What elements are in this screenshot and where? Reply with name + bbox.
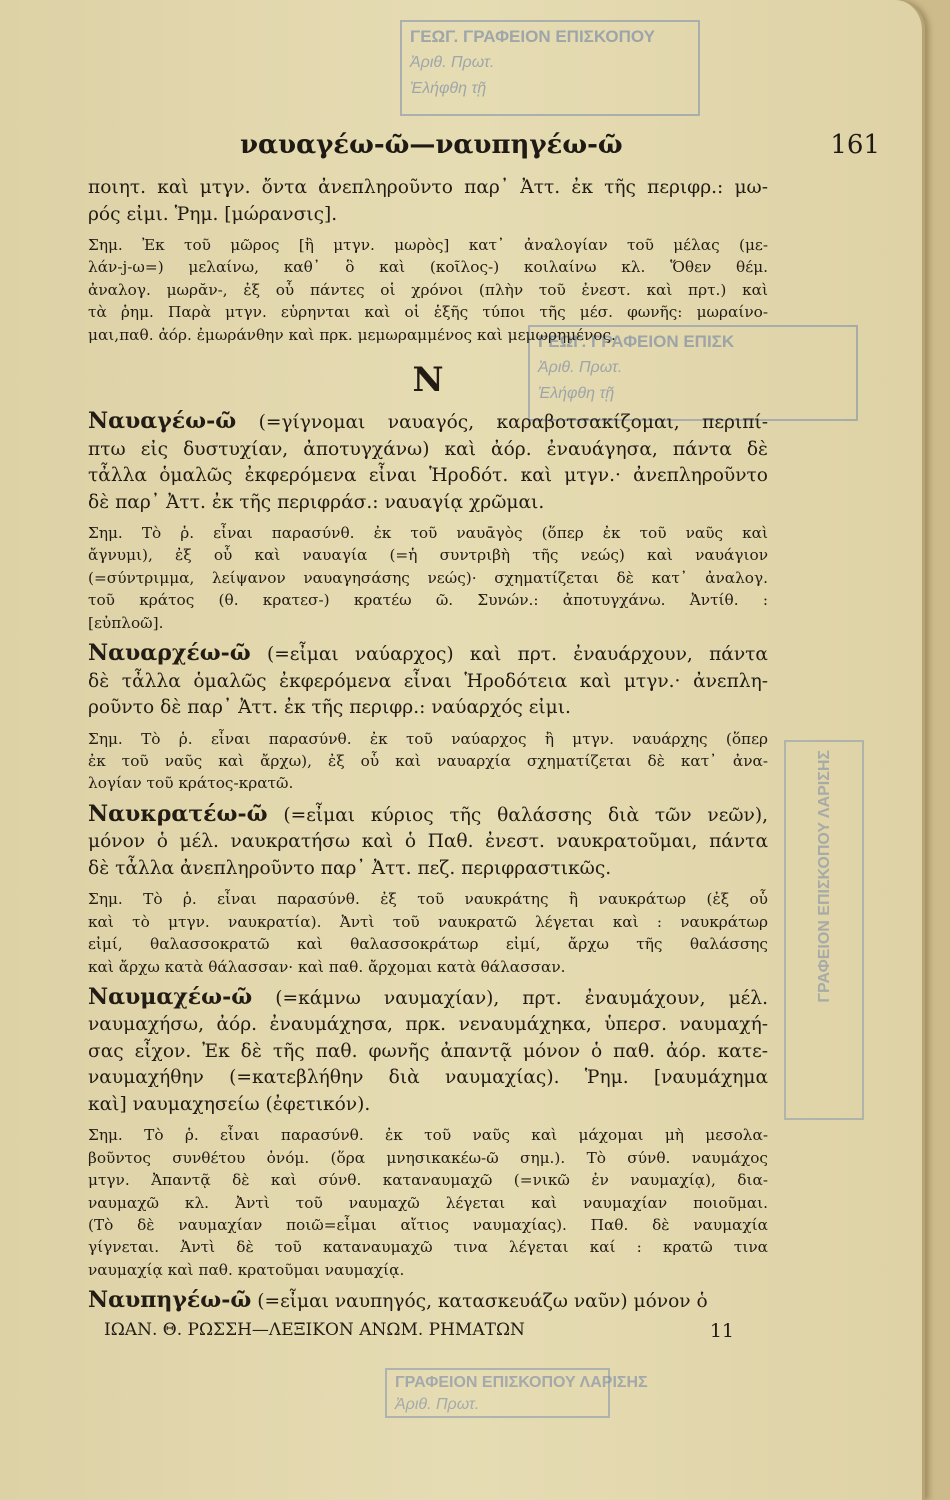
stamp-line: Ἀριθ. Πρωτ. — [410, 54, 495, 71]
section-letter: Ν — [412, 360, 444, 401]
entry-text: καὶ] ναυμαχησείω (ἐφετικόν). — [88, 1093, 371, 1115]
stamp-line: ΓΕΩΓ. ΓΡΑΦΕΙΟΝ ΕΠΙΣΚ — [538, 332, 735, 351]
stamp-line: ΓΡΑΦΕΙΟΝ ΕΠΙΣΚΟΠΟΥ ΛΑΡΙΣΗΣ — [816, 750, 833, 1003]
headword: Ναυμαχέω-ῶ — [88, 983, 253, 1010]
running-head — [100, 130, 880, 164]
entry-note — [88, 888, 768, 978]
dictionary-text — [88, 175, 768, 1316]
headword: Ναυαρχέω-ῶ — [88, 640, 251, 667]
entry-text: μόνον ὁ μέλ. ναυκρατήσω καὶ ὁ Παθ. ἐνεστ. ναυκρατοῦμαι, πάντα — [88, 831, 768, 853]
entry-note — [88, 1124, 768, 1281]
note-line: ναυμαχίᾳ καὶ παθ. κρατοῦμαι ναυμαχίᾳ. — [88, 1260, 405, 1279]
text-line — [88, 437, 768, 464]
note-line: ἐκ τοῦ ναῦς καὶ ἄρχω), ἐξ οὗ καὶ ναυαρχία σχηματίζεται δὲ κατ᾿ ἀνα- — [88, 751, 768, 770]
stamp-line: Ἀριθ. Πρωτ. — [395, 1396, 480, 1413]
stamp-line: ΓΡΑΦΕΙΟΝ ΕΠΙΣΚΟΠΟΥ ΛΑΡΙΣΗΣ — [395, 1374, 648, 1391]
archive-stamp-bottom — [385, 1368, 648, 1418]
entry-note — [88, 728, 768, 795]
note-line: καὶ τὸ μτγν. ναυκρατία). Ἀντὶ τοῦ ναυκρατῶ λέγεται καὶ : ναυκράτωρ — [88, 912, 768, 931]
entry-text: (=κάμνω ναυμαχίαν), πρτ. ἐναυμάχουν, μέλ. — [252, 987, 768, 1009]
note-line: Σημ. Τὸ ῥ. εἶναι παρασύνθ. ἐκ τοῦ ναύαρχος ἢ μτγν. ναυάρχης (ὅπερ — [88, 729, 768, 748]
entry-text: τἆλλα ὁμαλῶς ἐκφερόμενα εἶναι Ἡροδότ. καὶ μτγν.· ἀνεπληροῦντο — [88, 465, 768, 487]
dictionary-entry — [88, 640, 768, 795]
text-line — [88, 490, 768, 517]
entry-text: δὲ τἆλλα ἀνεπληροῦντο παρ᾿ Ἀττ. πεζ. περιφραστικῶς. — [88, 857, 612, 879]
dictionary-entry — [88, 1287, 768, 1316]
stamp-line: Ἀριθ. Πρωτ. — [538, 359, 623, 376]
note-line: [εὐπλοῶ]. — [88, 613, 164, 632]
page-number: 161 — [830, 130, 880, 160]
note-line: (=σύντριμμα, λείψανον ναυαγησάσης νεώς)· σχηματίζεται δὲ κατ᾿ ἀναλογ. — [88, 568, 768, 587]
entry-text: δὲ τἆλλα ὁμαλῶς ἐκφερόμενα εἶναι Ἡροδότεια καὶ μτγν.· ἀνεπλη- — [88, 670, 768, 692]
note-line: γίγνεται. Ἀντὶ δὲ τοῦ καταναυμαχῶ τινα λέγεται καί : κρατῶ τινα — [88, 1238, 768, 1257]
note-line: Σημ. Τὸ ῥ. εἶναι παρασύνθ. ἐξ τοῦ ναυκράτης ἢ ναυκράτωρ (ἐξ οὗ — [88, 890, 768, 909]
text-line — [88, 695, 768, 722]
text-line — [88, 984, 768, 1013]
text-line — [88, 408, 768, 437]
stamp-line: Ἐλήφθη τῇ — [410, 80, 487, 97]
text-line — [88, 640, 768, 669]
archive-stamp-side — [784, 740, 864, 1120]
entries — [88, 408, 768, 1316]
text-line — [88, 801, 768, 830]
note-line: εἰμί, θαλασσοκρατῶ καὶ θαλασσοκράτωρ εἰμί, ἄρχω τῆς θαλάσσης — [88, 935, 768, 954]
intro-paragraph — [88, 175, 768, 228]
stamp-line: Ἐλήφθη τῇ — [538, 385, 615, 402]
entry-text: σας εἶχον. Ἐκ δὲ τῆς παθ. φωνῆς ἀπαντᾷ μόνον ὁ παθ. ἀόρ. κατε- — [88, 1040, 768, 1062]
entry-text: δὲ παρ᾿ Ἀττ. ἐκ τῆς περιφράσ.: ναυαγίᾳ χρῶμαι. — [88, 491, 545, 513]
entry-text: ναυμαχήσω, ἀόρ. ἐναυμάχησα, πρκ. νεναυμάχηκα, ὑπερσ. ναυμαχή- — [88, 1014, 768, 1036]
intro-note — [88, 234, 768, 346]
note-line: μτγν. Ἀπαντᾷ δὲ καὶ σύνθ. καταναυμαχῶ (=νικῶ ἐν ναυμαχίᾳ), δια- — [88, 1171, 768, 1190]
page-footer — [104, 1320, 734, 1348]
text-line: ρός εἰμι. Ῥημ. [μώρανσις]. — [88, 203, 338, 225]
entry-text: ναυμαχήθην (=κατεβλήθην διὰ ναυμαχίας). Ῥημ. [ναυμάχημα — [88, 1067, 768, 1089]
stamp-line: ΓΕΩΓ. ΓΡΑΦΕΙΟΝ ΕΠΙΣΚΟΠΟΥ — [410, 27, 655, 46]
entry-note — [88, 522, 768, 634]
signature-number: 11 — [709, 1320, 734, 1342]
text-line — [88, 1065, 768, 1092]
dictionary-entry — [88, 984, 768, 1281]
text-line — [88, 1287, 768, 1316]
text-line — [88, 463, 768, 490]
headword: Ναυπηγέω-ῶ — [88, 1287, 252, 1314]
entry-text: (=γίγνομαι ναυαγός, καραβοτσακίζομαι, περιπί- — [236, 412, 768, 434]
entry-text: (=εἶμαι ναύαρχος) καὶ πρτ. ἐναυάρχουν, πάντα — [250, 644, 768, 666]
running-head-title: ναυαγέω-ῶ—ναυπηγέω-ῶ — [240, 130, 623, 160]
footer-title: ΙΩΑΝ. Θ. ΡΩΣΣΗ—ΛΕΞΙΚΟΝ ΑΝΩΜ. ΡΗΜΑΤΩΝ — [104, 1320, 525, 1340]
text-line — [88, 856, 768, 883]
note-line: Σημ. Τὸ ῥ. εἶναι παρασύνθ. ἐκ τοῦ ναυᾱγὸς (ὅπερ ἐκ τοῦ ναῦς καὶ — [88, 524, 768, 543]
headword: Ναυαγέω-ῶ — [88, 408, 237, 435]
text-line — [88, 1092, 768, 1119]
note-line: λάν-j-ω=) μελαίνω, καθ᾿ ὃ καὶ (κοῖλος-) κοιλαίνω κλ. Ὅθεν θέμ. — [88, 258, 768, 277]
note-line: (Τὸ δὲ ναυμαχίαν ποιῶ=εἶμαι αἴτιος ναυμαχίας). Παθ. δὲ ναυμαχία — [88, 1216, 768, 1235]
dictionary-entry — [88, 408, 768, 634]
note-line: καὶ ἄρχω κατὰ θάλασσαν· καὶ παθ. ἄρχομαι κατὰ θάλασσαν. — [88, 957, 566, 976]
note-line: ἀναλογ. μωρᾰν-, ἐξ οὗ πάντες οἱ χρόνοι (πλὴν τοῦ ἐνεστ. καὶ πρτ.) καὶ — [88, 280, 768, 299]
note-line: λογίαν τοῦ κράτος-κρατῶ. — [88, 774, 294, 793]
archive-stamp-top — [400, 20, 700, 116]
text-line: ποιητ. καὶ μτγν. ὄντα ἀνεπληροῦντο παρ᾿ Ἀττ. ἐκ τῆς περιφρ.: μω- — [88, 177, 768, 198]
headword: Ναυκρατέω-ῶ — [88, 800, 268, 827]
entry-text: πτω εἰς δυστυχίαν, ἀποτυγχάνω) καὶ ἀόρ. ἐναυάγησα, πάντα δὲ — [88, 438, 768, 460]
entry-text: (=εἶμαι ναυπηγός, κατασκευάζω ναῦν) μόνον ὁ — [251, 1291, 708, 1313]
entry-text: (=εἶμαι κύριος τῆς θαλάσσης διὰ τῶν νεῶν), — [267, 804, 768, 826]
note-line: τὰ ῥημ. Παρὰ μτγν. εὑρηνται καὶ οἱ ἑξῆς τύποι τῆς μέσ. φωνῆς: μωραίνο- — [88, 303, 768, 322]
note-line: μαι,παθ. ἀόρ. ἐμωράνθην καὶ πρκ. μεμωραμμένος καὶ μεμωρημένος. — [88, 325, 616, 344]
note-line: βοῦντος συνθέτου ὀνόμ. (ὅρα μνησικακέω-ῶ σημ.). Τὸ σύνθ. ναυμάχος — [88, 1148, 768, 1167]
entry-text: ροῦντο δὲ παρ᾿ Ἀττ. ἐκ τῆς περιφρ.: ναύαρχός εἰμι. — [88, 697, 571, 719]
note-line: Σημ. Ἐκ τοῦ μῶρος [ἢ μτγν. μωρὸς] κατ᾿ ἀναλογίαν τοῦ μέλας (με- — [88, 236, 768, 254]
text-line — [88, 1039, 768, 1066]
text-line — [88, 669, 768, 696]
note-line: τοῦ κράτος (θ. κρατεσ-) κρατέω ῶ. Συνών.: ἀποτυγχάνω. Ἀντίθ. : — [88, 591, 768, 610]
dictionary-entry — [88, 801, 768, 978]
note-line: ναυμαχῶ κλ. Ἀντὶ τοῦ ναυμαχῶ λέγεται καὶ ναυμαχίαν ποιοῦμαι. — [88, 1193, 768, 1212]
note-line: Σημ. Τὸ ῥ. εἶναι παρασύνθ. ἐκ τοῦ ναῦς καὶ μάχομαι μὴ μεσολα- — [88, 1126, 768, 1145]
text-line — [88, 829, 768, 856]
note-line: ἄγνυμι), ἐξ οὗ καὶ ναυαγία (=ἡ συντριβὴ τῆς νεώς) καὶ ναυάγιον — [88, 546, 768, 565]
text-line — [88, 1012, 768, 1039]
